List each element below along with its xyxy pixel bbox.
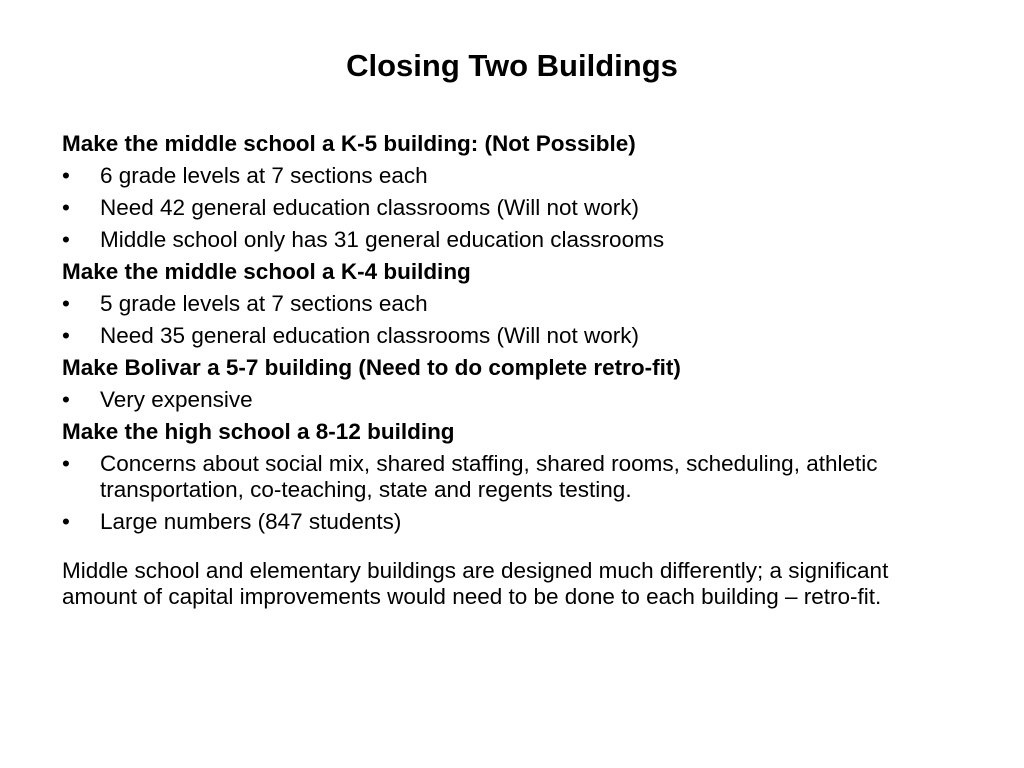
bullet-text: Large numbers (847 students)	[100, 509, 402, 534]
bullet-text: 6 grade levels at 7 sections each	[100, 163, 428, 188]
section-heading-bolivar: Make Bolivar a 5-7 building (Need to do complete retro-fit)	[62, 355, 681, 380]
bullet-marker: •	[62, 163, 70, 188]
bullet-marker: •	[62, 227, 70, 252]
bullet-marker: •	[62, 451, 70, 476]
slide-body	[62, 128, 962, 610]
bullet-marker: •	[62, 387, 70, 412]
section-heading-high-school: Make the high school a 8-12 building	[62, 419, 455, 444]
bullet-text: Concerns about social mix, shared staffing, shared rooms, scheduling, athletic transportation, co-teaching, state and regents testing.	[100, 451, 878, 502]
bullet-text: 5 grade levels at 7 sections each	[100, 291, 428, 316]
bullet-item	[62, 224, 962, 256]
closing-paragraph: Middle school and elementary buildings are designed much differently; a significant amount of capital improvements would need to be done to each building – retro-fit.	[62, 558, 889, 609]
section-heading-k4: Make the middle school a K-4 building	[62, 259, 471, 284]
bullet-marker: •	[62, 323, 70, 348]
slide-title: Closing Two Buildings	[346, 48, 678, 83]
bullet-item	[62, 320, 962, 352]
bullet-item	[62, 160, 962, 192]
bullet-text: Need 35 general education classrooms (Will not work)	[100, 323, 639, 348]
bullet-marker: •	[62, 195, 70, 220]
bullet-item	[62, 192, 962, 224]
bullet-marker: •	[62, 509, 70, 534]
bullet-text: Middle school only has 31 general education classrooms	[100, 227, 665, 252]
bullet-text: Very expensive	[100, 387, 253, 412]
bullet-marker: •	[62, 291, 70, 316]
bullet-item	[62, 448, 962, 506]
bullet-item	[62, 506, 962, 538]
section-heading-k5: Make the middle school a K-5 building: (Not Possible)	[62, 131, 636, 156]
bullet-item	[62, 288, 962, 320]
bullet-item	[62, 384, 962, 416]
bullet-text: Need 42 general education classrooms (Will not work)	[100, 195, 639, 220]
